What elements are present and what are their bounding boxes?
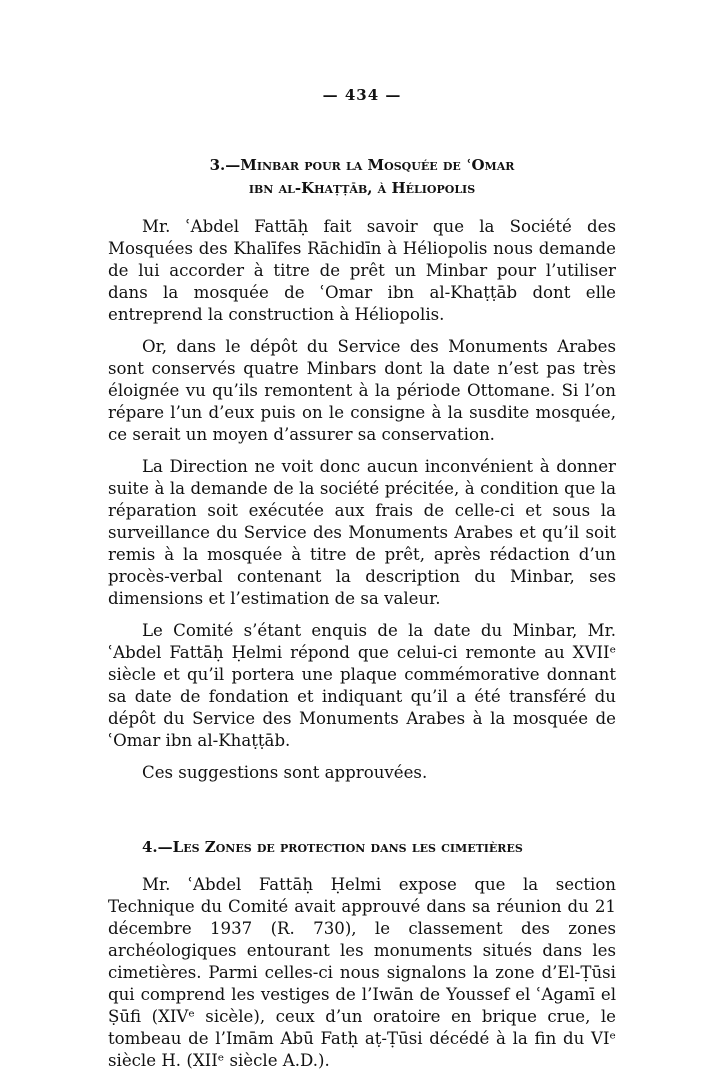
section-4-heading: 4.—Les Zones de protection dans les cimetières — [142, 838, 523, 856]
section-3-heading-line-2: ibn al-Khaṭṭāb, à Héliopolis — [248, 179, 476, 197]
section-3-paragraph-2: Or, dans le dépôt du Service des Monuments Arabes sont conservés quatre Minbars dont la date n’est pas très éloignée vu qu’ils remontent à la période Ottomane. Si l’on répare l’un d’eux puis on le consigne à la susdite mosquée, ce serait un moyen d’assurer sa conservation. — [108, 337, 616, 444]
page-number: — 434 — — [322, 86, 402, 104]
section-3-paragraph-4: Le Comité s’étant enquis de la date du Minbar, Mr. ʿAbdel Fattāḥ Ḥelmi répond que celui-ci remonte au XVIIᵉ siècle et qu’il portera une plaque commémorative donnant sa date de fondation et indiquant qu’il a été transféré du dépôt du Service des Monuments Arabes à la mosquée de ʿOmar ibn al-Khaṭṭāb. — [108, 621, 616, 750]
document-page — [108, 84, 616, 1082]
section-4-paragraph-1: Mr. ʿAbdel Fattāḥ Ḥelmi expose que la section Technique du Comité avait approuvé dans sa réunion du 21 décembre 1937 (R. 730), le classement des zones archéologiques entourant les monuments situés dans les cimetières. Parmi celles-ci nous signalons la zone d’El-Ṭūsi qui comprend les vestiges de l’Iwān de Youssef el ʿAgamī el Ṣūfi (XIVᵉ sicèle), ceux d’un oratoire en brique crue, le tombeau de l’Imām Abū Fatḥ aṭ-Ṭūsi décédé à la fin du VIᵉ siècle H. (XIIᵉ siècle A.D.). — [108, 875, 616, 1070]
section-3-heading — [108, 154, 616, 200]
section-3-paragraph-1: Mr. ʿAbdel Fattāḥ fait savoir que la Société des Mosquées des Khalīfes Rāchidīn à Héliopolis nous demande de lui accorder à titre de prêt un Minbar pour l’utiliser dans la mosquée de ʿOmar ibn al-Khaṭṭāb dont elle entreprend la construction à Héliopolis. — [108, 217, 616, 324]
section-3-paragraph-3: La Direction ne voit donc aucun inconvénient à donner suite à la demande de la société précitée, à condition que la réparation soit exécutée aux frais de celle-ci et sous la surveillance du Service des Monuments Arabes et qu’il soit remis à la mosquée à titre de prêt, après rédaction d’un procès-verbal contenant la description du Minbar, ses dimensions et l’estimation de sa valeur. — [108, 457, 616, 608]
section-3-heading-line-1: 3.—Minbar pour la Mosquée de ʿOmar — [209, 156, 515, 174]
section-3-paragraph-5: Ces suggestions sont approuvées. — [142, 763, 428, 782]
